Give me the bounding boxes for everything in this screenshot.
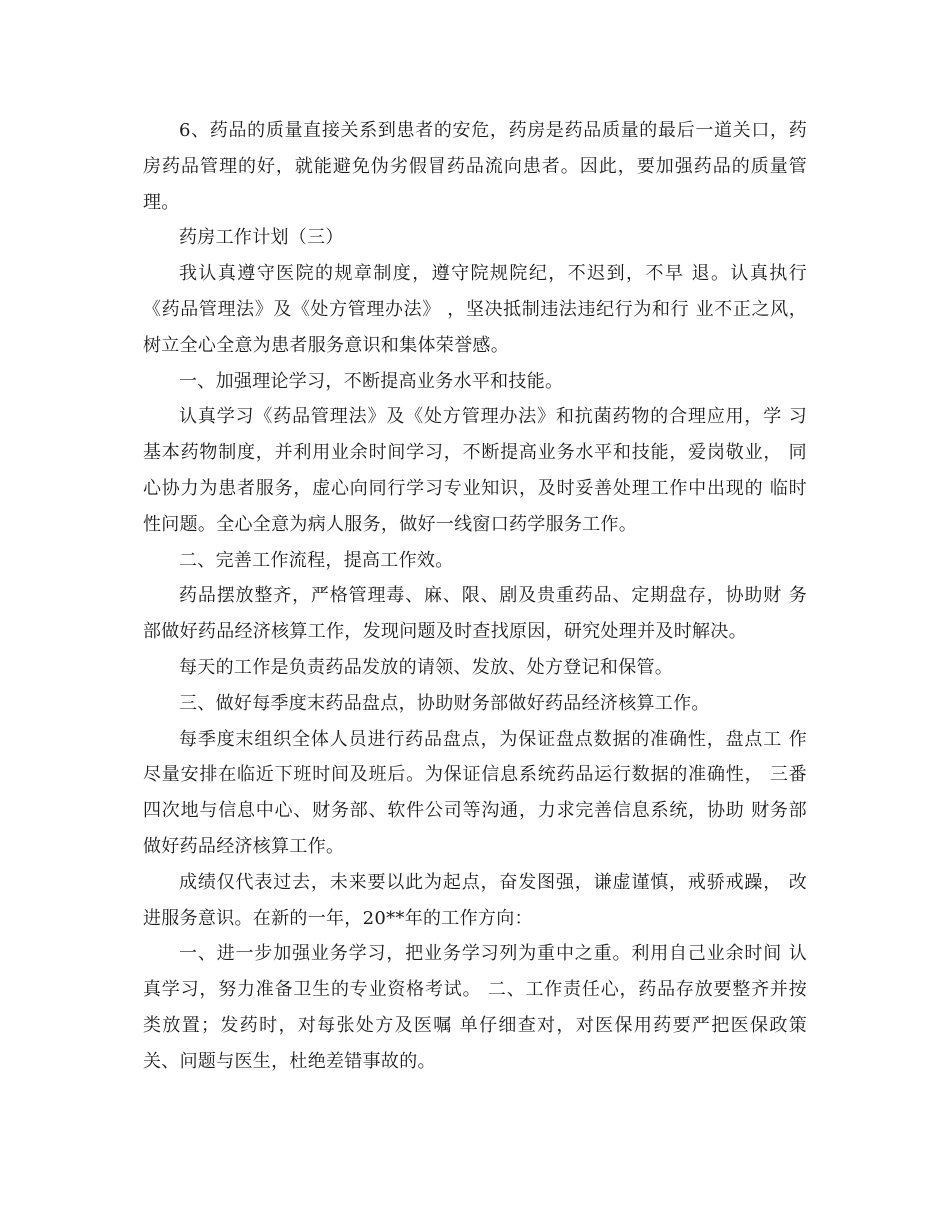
heading-inventory: 三、做好每季度末药品盘点，协助财务部做好药品经济核算工作。: [179, 692, 710, 714]
heading-theory-study: 一、加强理论学习，不断提高业务水平和技能。: [179, 370, 564, 392]
document-body: [143, 113, 807, 1080]
paragraph-outlook: 成绩仅代表过去，未来要以此为起点，奋发图强，谦虚谨慎，戒骄戒躁， 改进服务意识。在新的一年，20**年的工作方向：: [143, 871, 807, 929]
paragraph-drug-storage: 药品摆放整齐，严格管理毒、麻、限、剧及贵重药品、定期盘存，协助财 务部做好药品经济核算工作，发现问题及时查找原因，研究处理并及时解决。: [143, 585, 807, 643]
heading-workflow: 二、完善工作流程，提高工作效。: [179, 549, 454, 571]
paragraph-daily-work: 每天的工作是负责药品发放的请领、发放、处方登记和保管。: [179, 656, 674, 678]
paragraph-quality-management: 6、药品的质量直接关系到患者的安危，药房是药品质量的最后一道关口，药房药品管理的好，就能避免伪劣假冒药品流向患者。因此，要加强药品的质量管理。: [143, 120, 807, 213]
paragraph-directions: 一、进一步加强业务学习，把业务学习列为重中之重。利用自己业余时间 认真学习，努力准备卫生的专业资格考试。 二、工作责任心，药品存放要整齐并按类放置；发药时，对每张处方及医嘱 单仔细查对，对医保用药要严把医保政策关、问题与医生，杜绝差错事故的。: [143, 943, 807, 1072]
paragraph-inventory: 每季度末组织全体人员进行药品盘点，为保证盘点数据的准确性，盘点工 作尽量安排在临近下班时间及班后。为保证信息系统药品运行数据的准确性， 三番四次地与信息中心、财务部、软件公司等沟通，力求完善信息系统，协助 财务部做好药品经济核算工作。: [143, 728, 807, 857]
section-title: 药房工作计划（三）: [179, 227, 344, 249]
paragraph-theory-study: 认真学习《药品管理法》及《处方管理办法》和抗菌药物的合理应用，学 习基本药物制度，并利用业余时间学习，不断提高业务水平和技能，爱岗敬业， 同心协力为患者服务，虚心向同行学习专业知识，及时妥善处理工作中出现的 临时性问题。全心全意为病人服务，做好一线窗口药学服务工作。: [143, 406, 807, 535]
paragraph-discipline: 我认真遵守医院的规章制度，遵守院规院纪，不迟到，不早 退。认真执行《药品管理法》及《处方管理办法》 ，坚决抵制违法违纪行为和行 业不正之风，树立全心全意为患者服务意识和集体荣誉感。: [143, 263, 807, 356]
